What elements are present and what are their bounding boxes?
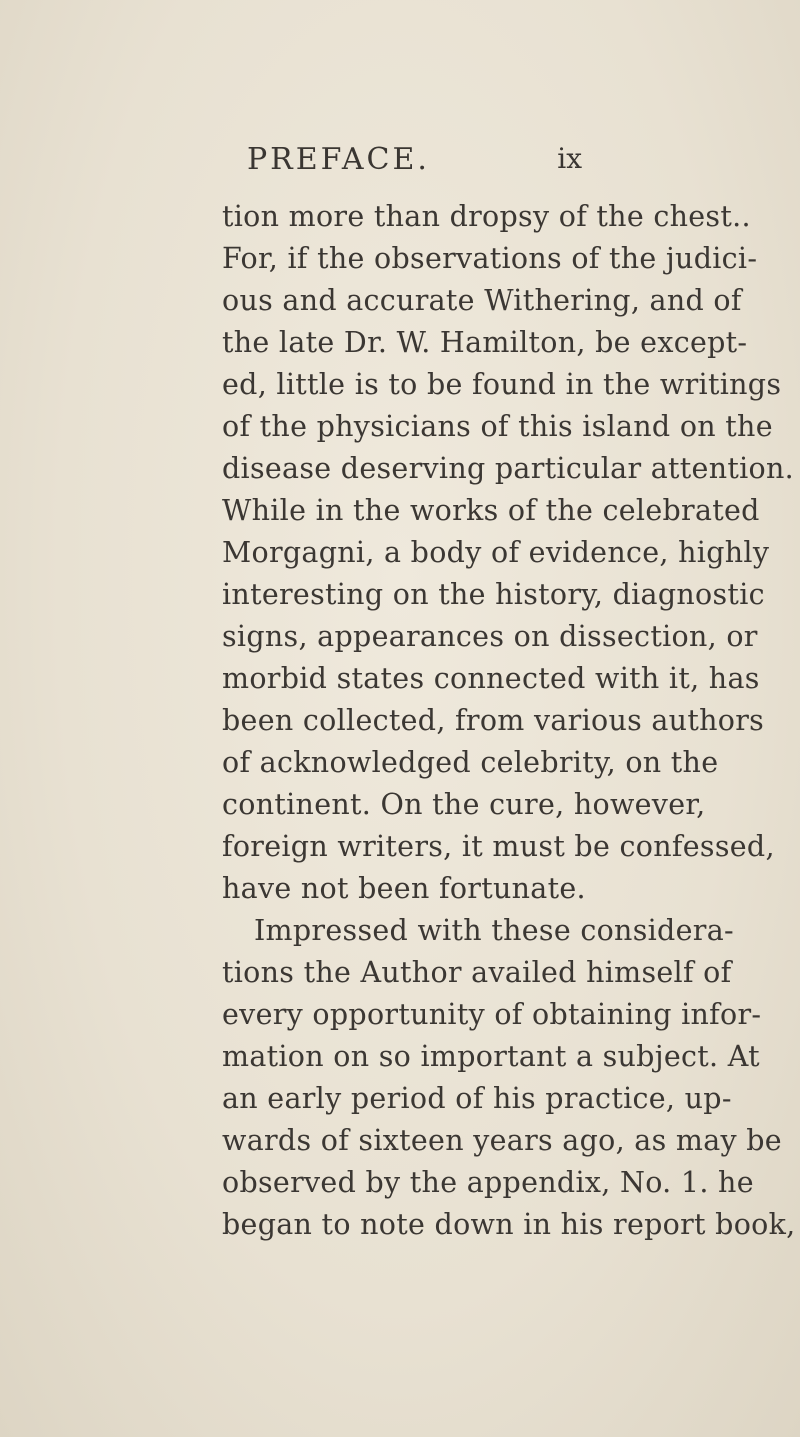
text-line: the late Dr. W. Hamilton, be except- [222,326,748,359]
text-line: foreign writers, it must be confessed, [222,830,775,863]
text-line: have not been fortunate. [222,872,586,905]
text-line: tions the Author availed himself of [222,956,732,989]
text-line: interesting on the history, diagnostic [222,578,765,611]
text-line: Morgagni, a body of evidence, highly [222,536,770,569]
text-line: mation on so important a subject. At [222,1040,760,1073]
text-line: morbid states connected with it, has [222,662,760,695]
page-title: PREFACE. [247,142,430,177]
text-line: of acknowledged celebrity, on the [222,746,719,779]
text-line: observed by the appendix, No. 1. he [222,1166,754,1199]
running-head [247,142,582,182]
text-line: every opportunity of obtaining infor- [222,998,762,1031]
text-line: of the physicians of this island on the [222,410,773,443]
text-line: began to note down in his report book, [222,1208,796,1241]
text-line: For, if the observations of the judici- [222,242,758,275]
text-line: ous and accurate Withering, and of [222,284,742,317]
text-line: continent. On the cure, however, [222,788,706,821]
text-line: ed, little is to be found in the writings [222,368,782,401]
text-line: disease deserving particular attention. [222,452,794,485]
paragraph-first-line: Impressed with these considera- [254,914,734,947]
text-line: an early period of his practice, up- [222,1082,732,1115]
text-line: tion more than dropsy of the chest.. [222,200,751,233]
text-line: While in the works of the celebrated [222,494,760,527]
text-line: been collected, from various authors [222,704,765,737]
body-text [222,196,796,1246]
page-number: ix [557,142,582,175]
text-line: wards of sixteen years ago, as may be [222,1124,782,1157]
text-line: signs, appearances on dissection, or [222,620,758,653]
